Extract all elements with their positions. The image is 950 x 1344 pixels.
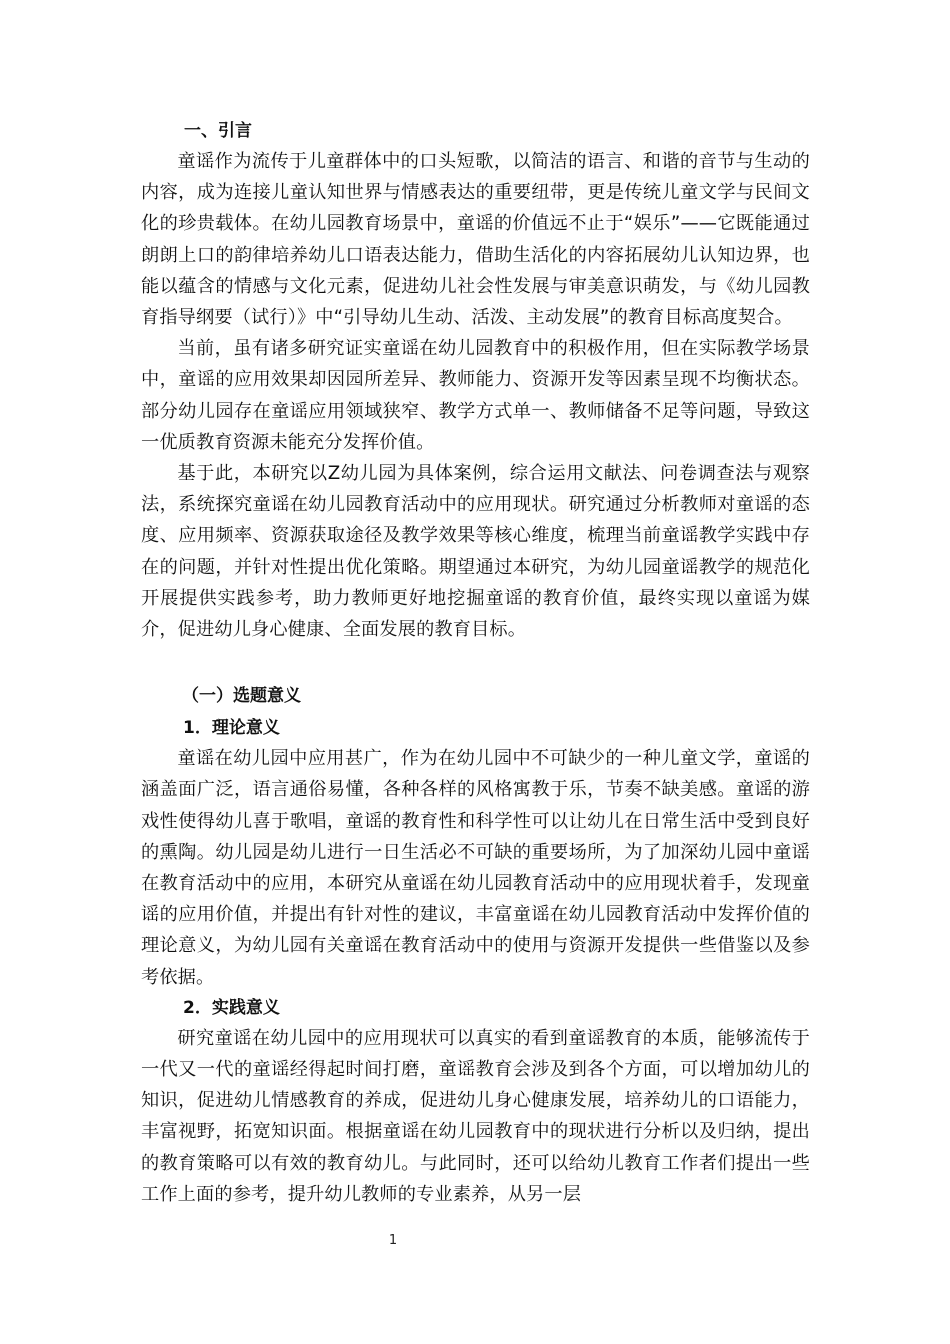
- section-heading-intro: 一、引言: [184, 121, 252, 141]
- intro-paragraph-1: 童谣作为流传于儿童群体中的口头短歌，以简洁的语言、和谐的音节与生动的内容，成为连接儿童认知世界与情感表达的重要纽带，更是传统儿童文学与民间文化的珍贵载体。在幼儿园教育场景中，童谣的价值远不止于“娱乐”——它既能通过朗朗上口的韵律培养幼儿口语表达能力，借助生活化的内容拓展幼儿认知边界，也能以蕴含的情感与文化元素，促进幼儿社会性发展与审美意识萌发，与《幼儿园教育指导纲要（试行）》中“引导幼儿生动、活泼、主动发展”的教育目标高度契合。: [141, 151, 810, 329]
- document-body: [141, 118, 810, 1210]
- intro-paragraph-2: 当前，虽有诸多研究证实童谣在幼儿园教育中的积极作用，但在实际教学场景中，童谣的应用效果却因园所差异、教师能力、资源开发等因素呈现不均衡状态。部分幼儿园存在童谣应用领域狭窄、教学方式单一、教师储备不足等问题，导致这一优质教育资源未能充分发挥价值。: [141, 338, 810, 453]
- theory-paragraph: 童谣在幼儿园中应用甚广，作为在幼儿园中不可缺少的一种儿童文学，童谣的涵盖面广泛，语言通俗易懂，各种各样的风格寓教于乐，节奏不缺美感。童谣的游戏性使得幼儿喜于歌唱，童谣的教育性和科学性可以让幼儿在日常生活中受到良好的熏陶。幼儿园是幼儿进行一日生活必不可缺的重要场所，为了加深幼儿园中童谣在教育活动中的应用，本研究从童谣在幼儿园教育活动中的应用现状着手，发现童谣的应用价值，并提出有针对性的建议，丰富童谣在幼儿园教育活动中发挥价值的理论意义，为幼儿园有关童谣在教育活动中的使用与资源开发提供一些借鉴以及参考依据。: [141, 748, 810, 988]
- practice-paragraph: 研究童谣在幼儿园中的应用现状可以真实的看到童谣教育的本质，能够流传于一代又一代的童谣经得起时间打磨，童谣教育会涉及到各个方面，可以增加幼儿的知识，促进幼儿情感教育的养成，促进幼儿身心健康发展，培养幼儿的口语能力，丰富视野，拓宽知识面。根据童谣在幼儿园教育中的现状进行分析以及归纳，提出的教育策略可以有效的教育幼儿。与此同时，还可以给幼儿教育工作者们提出一些工作上面的参考，提升幼儿教师的专业素养，从另一层: [141, 1027, 810, 1205]
- intro-paragraph-3: 基于此，本研究以Z幼儿园为具体案例，综合运用文献法、问卷调查法与观察法，系统探究童谣在幼儿园教育活动中的应用现状。研究通过分析教师对童谣的态度、应用频率、资源获取途径及教学效果等核心维度，梳理当前童谣教学实践中存在的问题，并针对性提出优化策略。期望通过本研究，为幼儿园童谣教学的规范化开展提供实践参考，助力教师更好地挖掘童谣的教育价值，最终实现以童谣为媒介，促进幼儿身心健康、全面发展的教育目标。: [141, 463, 810, 641]
- subheading-theory: 1．理论意义: [183, 718, 280, 739]
- subheading-practice: 2．实践意义: [183, 997, 280, 1018]
- subsection-heading-significance: （一）选题意义: [182, 686, 301, 707]
- page-number: 1: [388, 1233, 398, 1248]
